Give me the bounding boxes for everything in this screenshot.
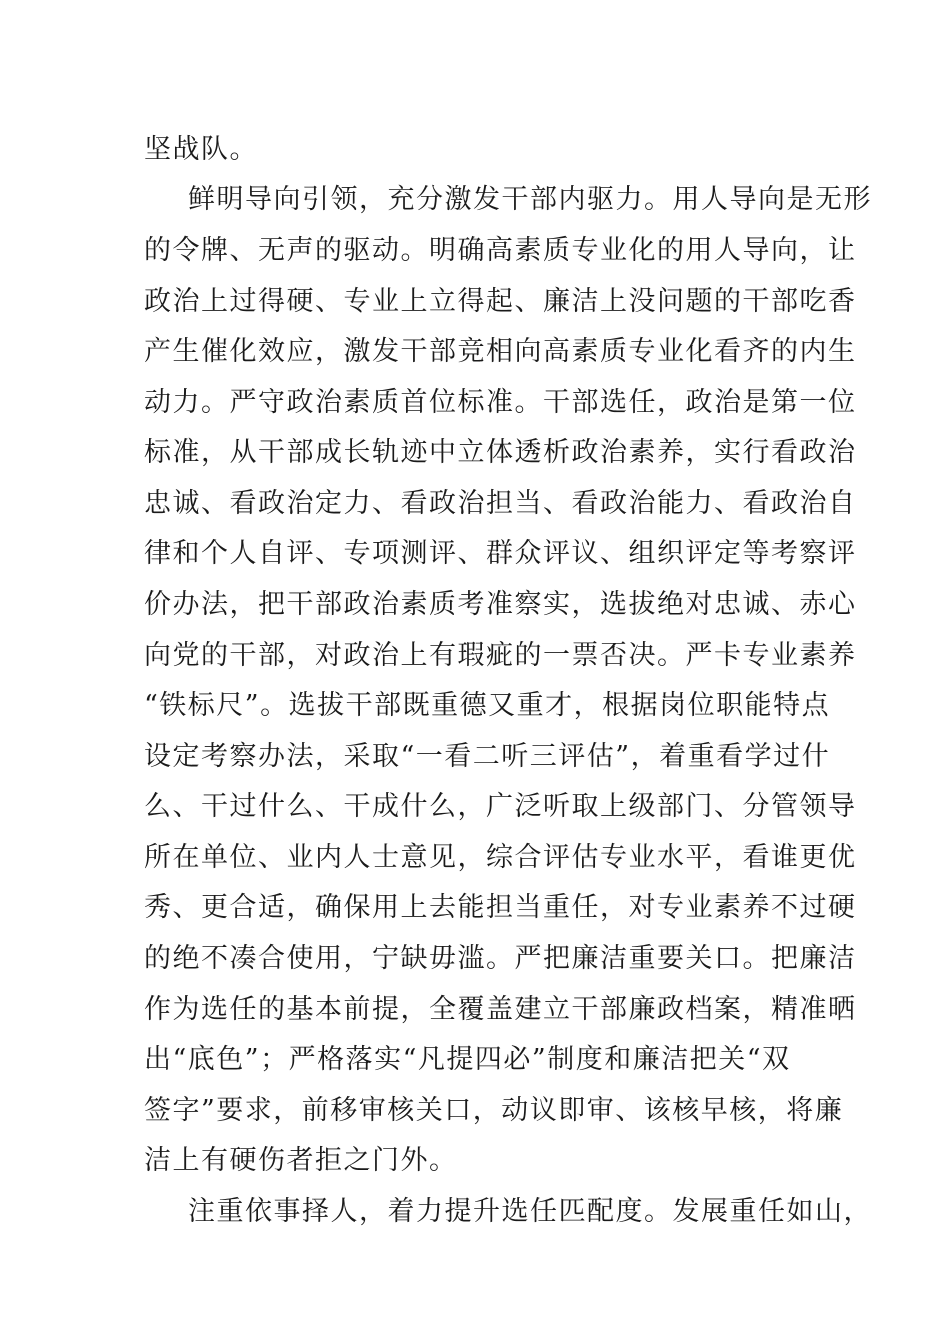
text-line: 忠诚、看政治定力、看政治担当、看政治能力、看政治自 [144, 488, 857, 519]
text-line: 政治上过得硬、专业上立得起、廉洁上没问题的干部吃香 [144, 286, 857, 317]
text-line: 出“底色”；严格落实“凡提四必”制度和廉洁把关“双 [144, 1044, 791, 1075]
text-line: 标准，从干部成长轨迹中立体透析政治素养，实行看政治 [144, 437, 857, 468]
text-line: 坚战队。 [144, 134, 258, 165]
text-line: 的绝不凑合使用，宁缺毋滥。严把廉洁重要关口。把廉洁 [144, 943, 857, 974]
text-line: 设定考察办法，采取“一看二听三评估”，着重看学过什 [144, 741, 831, 772]
text-line: 的令牌、无声的驱动。明确高素质专业化的用人导向，让 [144, 235, 857, 266]
text-line: 么、干过什么、干成什么，广泛听取上级部门、分管领导 [144, 791, 857, 822]
text-line-paragraph-start: 注重依事择人，着力提升选任匹配度。发展重任如山， [188, 1196, 872, 1227]
text-line: 签字”要求，前移审核关口，动议即审、该核早核，将廉 [144, 1095, 844, 1126]
text-line: 向党的干部，对政治上有瑕疵的一票否决。严卡专业素养 [144, 640, 857, 671]
text-line: 动力。严守政治素质首位标准。干部选任，政治是第一位 [144, 387, 857, 418]
text-line: 秀、更合适，确保用上去能担当重任，对专业素养不过硬 [144, 892, 857, 923]
text-line: 作为选任的基本前提，全覆盖建立干部廉政档案，精准晒 [144, 994, 857, 1025]
text-line: “铁标尺”。选拔干部既重德又重才，根据岗位职能特点 [144, 690, 831, 721]
text-line-paragraph-start: 鲜明导向引领，充分激发干部内驱力。用人导向是无形 [188, 184, 872, 215]
text-line: 洁上有硬伤者拒之门外。 [144, 1145, 458, 1176]
text-line: 产生催化效应，激发干部竞相向高素质专业化看齐的内生 [144, 336, 857, 367]
text-line: 价办法，把干部政治素质考准察实，选拔绝对忠诚、赤心 [144, 589, 857, 620]
text-line: 律和个人自评、专项测评、群众评议、组织评定等考察评 [144, 538, 857, 569]
text-line: 所在单位、业内人士意见，综合评估专业水平，看谁更优 [144, 842, 857, 873]
